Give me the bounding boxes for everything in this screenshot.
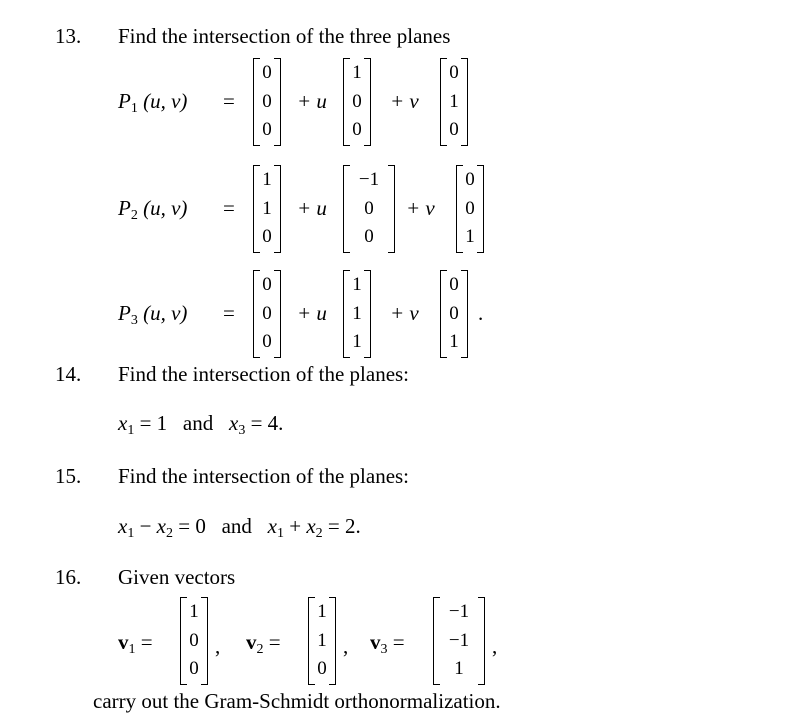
cell: 0 — [317, 658, 327, 679]
plane-2-label: $P_2$ (u, v) — [118, 196, 188, 223]
plane-2-equals: = — [223, 196, 235, 220]
plane-3-plus-v: + v — [390, 301, 419, 325]
problem-16-text: Given vectors — [118, 565, 236, 589]
vector-v1-label: $v_1$ = — [118, 630, 153, 657]
plane-1-u-vector — [343, 58, 371, 146]
cell: 0 — [352, 90, 362, 112]
plane-3-period: . — [478, 301, 484, 325]
cell: 0 — [262, 119, 272, 140]
cell: 0 — [449, 302, 459, 324]
cell: 0 — [364, 197, 374, 219]
cell: 1 — [465, 226, 475, 247]
cell: 0 — [465, 197, 475, 219]
cell: 0 — [262, 62, 272, 83]
plane-3-plus-u: + u — [297, 301, 327, 325]
cell: 0 — [449, 62, 459, 83]
plane-1-plus-u: + u — [297, 89, 327, 113]
plane-1-equals: = — [223, 89, 235, 113]
plane-1-label: $P_1$ (u, v) — [118, 89, 188, 116]
cell: 1 — [262, 169, 272, 190]
plane-3-equals: = — [223, 301, 235, 325]
vector-v1 — [180, 597, 208, 685]
plane-2-plus-v: + v — [406, 196, 435, 220]
vector-v2-sep: , — [343, 634, 349, 658]
cell: 0 — [465, 169, 475, 190]
plane-2-v-vector — [456, 165, 484, 253]
vector-v1-sep: , — [215, 634, 221, 658]
problem-15-equations: $x_1 - x_2 = 0$ and $x_1 + x_2 = 2$. — [118, 514, 361, 541]
problem-16-number: 16. — [55, 565, 82, 589]
cell: 0 — [262, 331, 272, 352]
plane-2-plus-u: + u — [297, 196, 327, 220]
cell: 0 — [262, 90, 272, 112]
cell: 1 — [317, 601, 327, 622]
plane-3-label: $P_3$ (u, v) — [118, 301, 188, 328]
plane-3-base-vector — [253, 270, 281, 358]
problem-14-equations: $x_1 = 1$ and $x_3 = 4$. — [118, 411, 284, 438]
vector-v2 — [308, 597, 336, 685]
cell: 1 — [262, 197, 272, 219]
closing-text: carry out the Gram-Schmidt orthonormalization. — [93, 689, 501, 713]
cell: 0 — [262, 226, 272, 247]
cell: 0 — [364, 226, 374, 247]
cell: 1 — [352, 274, 362, 295]
plane-1-v-vector — [440, 58, 468, 146]
cell: 0 — [189, 658, 199, 679]
cell: −1 — [358, 169, 380, 190]
cell: 1 — [449, 331, 459, 352]
cell: 0 — [449, 119, 459, 140]
cell: 0 — [189, 629, 199, 651]
problem-14-number: 14. — [55, 362, 82, 386]
problem-15-number: 15. — [55, 464, 82, 488]
cell: 0 — [449, 274, 459, 295]
plane-1-base-vector — [253, 58, 281, 146]
plane-3-u-vector — [343, 270, 371, 358]
cell: 1 — [449, 90, 459, 112]
cell: 0 — [262, 274, 272, 295]
problem-13-text: Find the intersection of the three planes — [118, 24, 451, 48]
cell: 1 — [454, 658, 464, 679]
cell: 1 — [352, 331, 362, 352]
problem-13-number: 13. — [55, 24, 82, 48]
cell: 1 — [189, 601, 199, 622]
vector-v3-sep: , — [492, 634, 498, 658]
vector-v3-label: $v_3$ = — [370, 630, 405, 657]
problem-14-text: Find the intersection of the planes: — [118, 362, 410, 386]
cell: −1 — [448, 629, 470, 651]
cell: 0 — [262, 302, 272, 324]
vector-v2-label: $v_2$ = — [246, 630, 281, 657]
plane-3-v-vector — [440, 270, 468, 358]
vector-v3 — [433, 597, 485, 685]
cell: 0 — [352, 119, 362, 140]
problem-15-text: Find the intersection of the planes: — [118, 464, 410, 488]
cell: −1 — [448, 601, 470, 622]
plane-2-base-vector — [253, 165, 281, 253]
cell: 1 — [317, 629, 327, 651]
plane-2-u-vector — [343, 165, 395, 253]
cell: 1 — [352, 302, 362, 324]
plane-1-plus-v: + v — [390, 89, 419, 113]
cell: 1 — [352, 62, 362, 83]
